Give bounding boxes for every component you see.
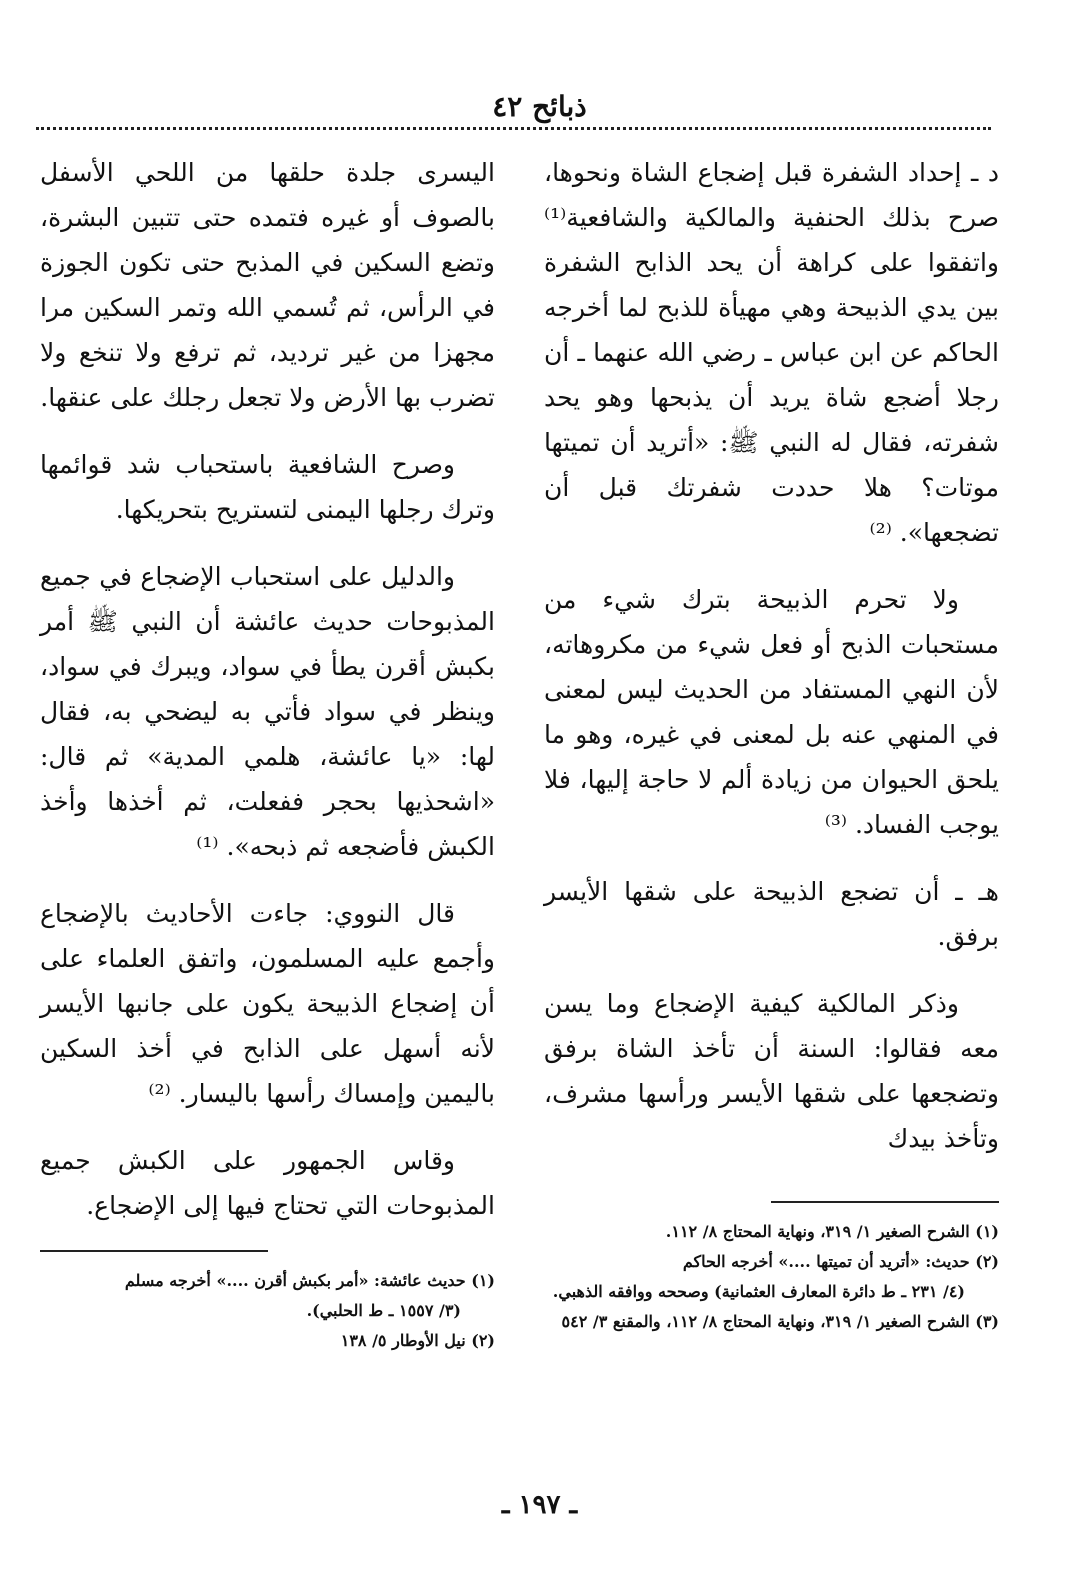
footnote: (١) حديث عائشة: «أمر بكبش أقرن ....» أخرجه مسلم bbox=[124, 1271, 495, 1290]
paragraph: والدليل على استحباب الإضجاع في جميع المذبوحات حديث عائشة أن النبي ﷺ أمر بكبش أقرن يطأ في سواد، ويبرك في سواد، وينظر في سواد فأتي به ليضحي به، فقال لها: «يا عائشة، هلمي المدية» ثم قال: «اشحذيها بحجر ففعلت، ثم أخذها وأخذ الكبش فأضجعه ثم ذبحه». ⁽¹⁾ bbox=[40, 562, 495, 861]
footnote: (١) الشرح الصغير ١/ ٣١٩، ونهاية المحتاج ٨/ ١١٢. bbox=[665, 1222, 999, 1241]
paragraph: هـ ـ أن تضجع الذبيحة على شقها الأيسر برفق. bbox=[544, 877, 999, 951]
footnotes bbox=[544, 1217, 999, 1337]
footnote-continuation: (٣/ ١٥٥٧ ـ ط الحلبي). bbox=[306, 1301, 461, 1320]
page-header-title: ذبائح ٤٢ bbox=[492, 90, 587, 123]
paragraph: اليسرى جلدة حلقها من اللحي الأسفل بالصوف أو غيره فتمده حتى تتبين البشرة، وتضع السكين في المذبح حتى تكون الجوزة في الرأس، ثم تُسمي الله وتمر السكين مرا مجهزا من غير ترديد، ثم ترفع ولا تنخع ولا تضرب بها الأرض ولا تجعل رجلك على عنقها. bbox=[40, 158, 495, 412]
paragraph: وصرح الشافعية باستحباب شد قوائمها وترك رجلها اليمنى لتستريح بتحريكها. bbox=[40, 450, 495, 524]
footnote-continuation: (٤/ ٢٣١ ـ ط دائرة المعارف العثمانية) وصححه ووافقه الذهبي. bbox=[552, 1282, 965, 1301]
paragraph: قال النووي: جاءت الأحاديث بالإضجاع وأجمع عليه المسلمون، واتفق العلماء على أن إضجاع الذبيحة يكون على جانبها الأيسر لأنه أسهل على الذابح في أخذ السكين باليمين وإمساك رأسها باليسار. ⁽²⁾ bbox=[40, 899, 495, 1108]
paragraph: وذكر المالكية كيفية الإضجاع وما يسن معه فقالوا: السنة أن تأخذ الشاة برفق وتضجعها على شقها الأيسر ورأسها مشرف، وتأخذ بيدك bbox=[544, 989, 999, 1153]
page-number: ـ ١٩٧ ـ bbox=[501, 1490, 578, 1520]
footnote: (٢) حديث: «أتريد أن تميتها ....» أخرجه الحاكم bbox=[682, 1252, 999, 1271]
header-dotted-divider bbox=[36, 127, 991, 130]
paragraph: ولا تحرم الذبيحة بترك شيء من مستحبات الذبح أو فعل شيء من مكروهاته، لأن النهي المستفاد من الحديث ليس لمعنى في المنهي عنه بل لمعنى في غيره، وهو ما يلحق الحيوان من زيادة ألم لا حاجة إليها، فلا يوجب الفساد. ⁽³⁾ bbox=[544, 585, 999, 839]
footnotes bbox=[40, 1266, 495, 1356]
paragraph: د ـ إحداد الشفرة قبل إضجاع الشاة ونحوها، صرح بذلك الحنفية والمالكية والشافعية⁽¹⁾ واتفقوا على كراهة أن يحد الذابح الشفرة بين يدي الذبيحة وهي مهيأة للذبح لما أخرجه الحاكم عن ابن عباس ـ رضي الله عنهما ـ أن رجلا أضجع شاة يريد أن يذبحها وهو يحد شفرته، فقال له النبي ﷺ: «أتريد أن تميتها موتات؟ هلا حددت شفرتك قبل أن تضجعها». ⁽²⁾ bbox=[544, 158, 999, 547]
footnote: (٢) نيل الأوطار ٥/ ١٣٨ bbox=[340, 1331, 495, 1350]
paragraph: وقاس الجمهور على الكبش جميع المذبوحات التي تحتاج فيها إلى الإضجاع. bbox=[40, 1146, 495, 1220]
footnote: (٣) الشرح الصغير ١/ ٣١٩، ونهاية المحتاج ٨/ ١١٢، والمقنع ٣/ ٥٤٢ bbox=[561, 1312, 999, 1331]
right-column bbox=[544, 150, 999, 1337]
footnote-separator bbox=[771, 1201, 999, 1203]
footnote-separator bbox=[40, 1250, 268, 1252]
left-column bbox=[40, 150, 495, 1356]
